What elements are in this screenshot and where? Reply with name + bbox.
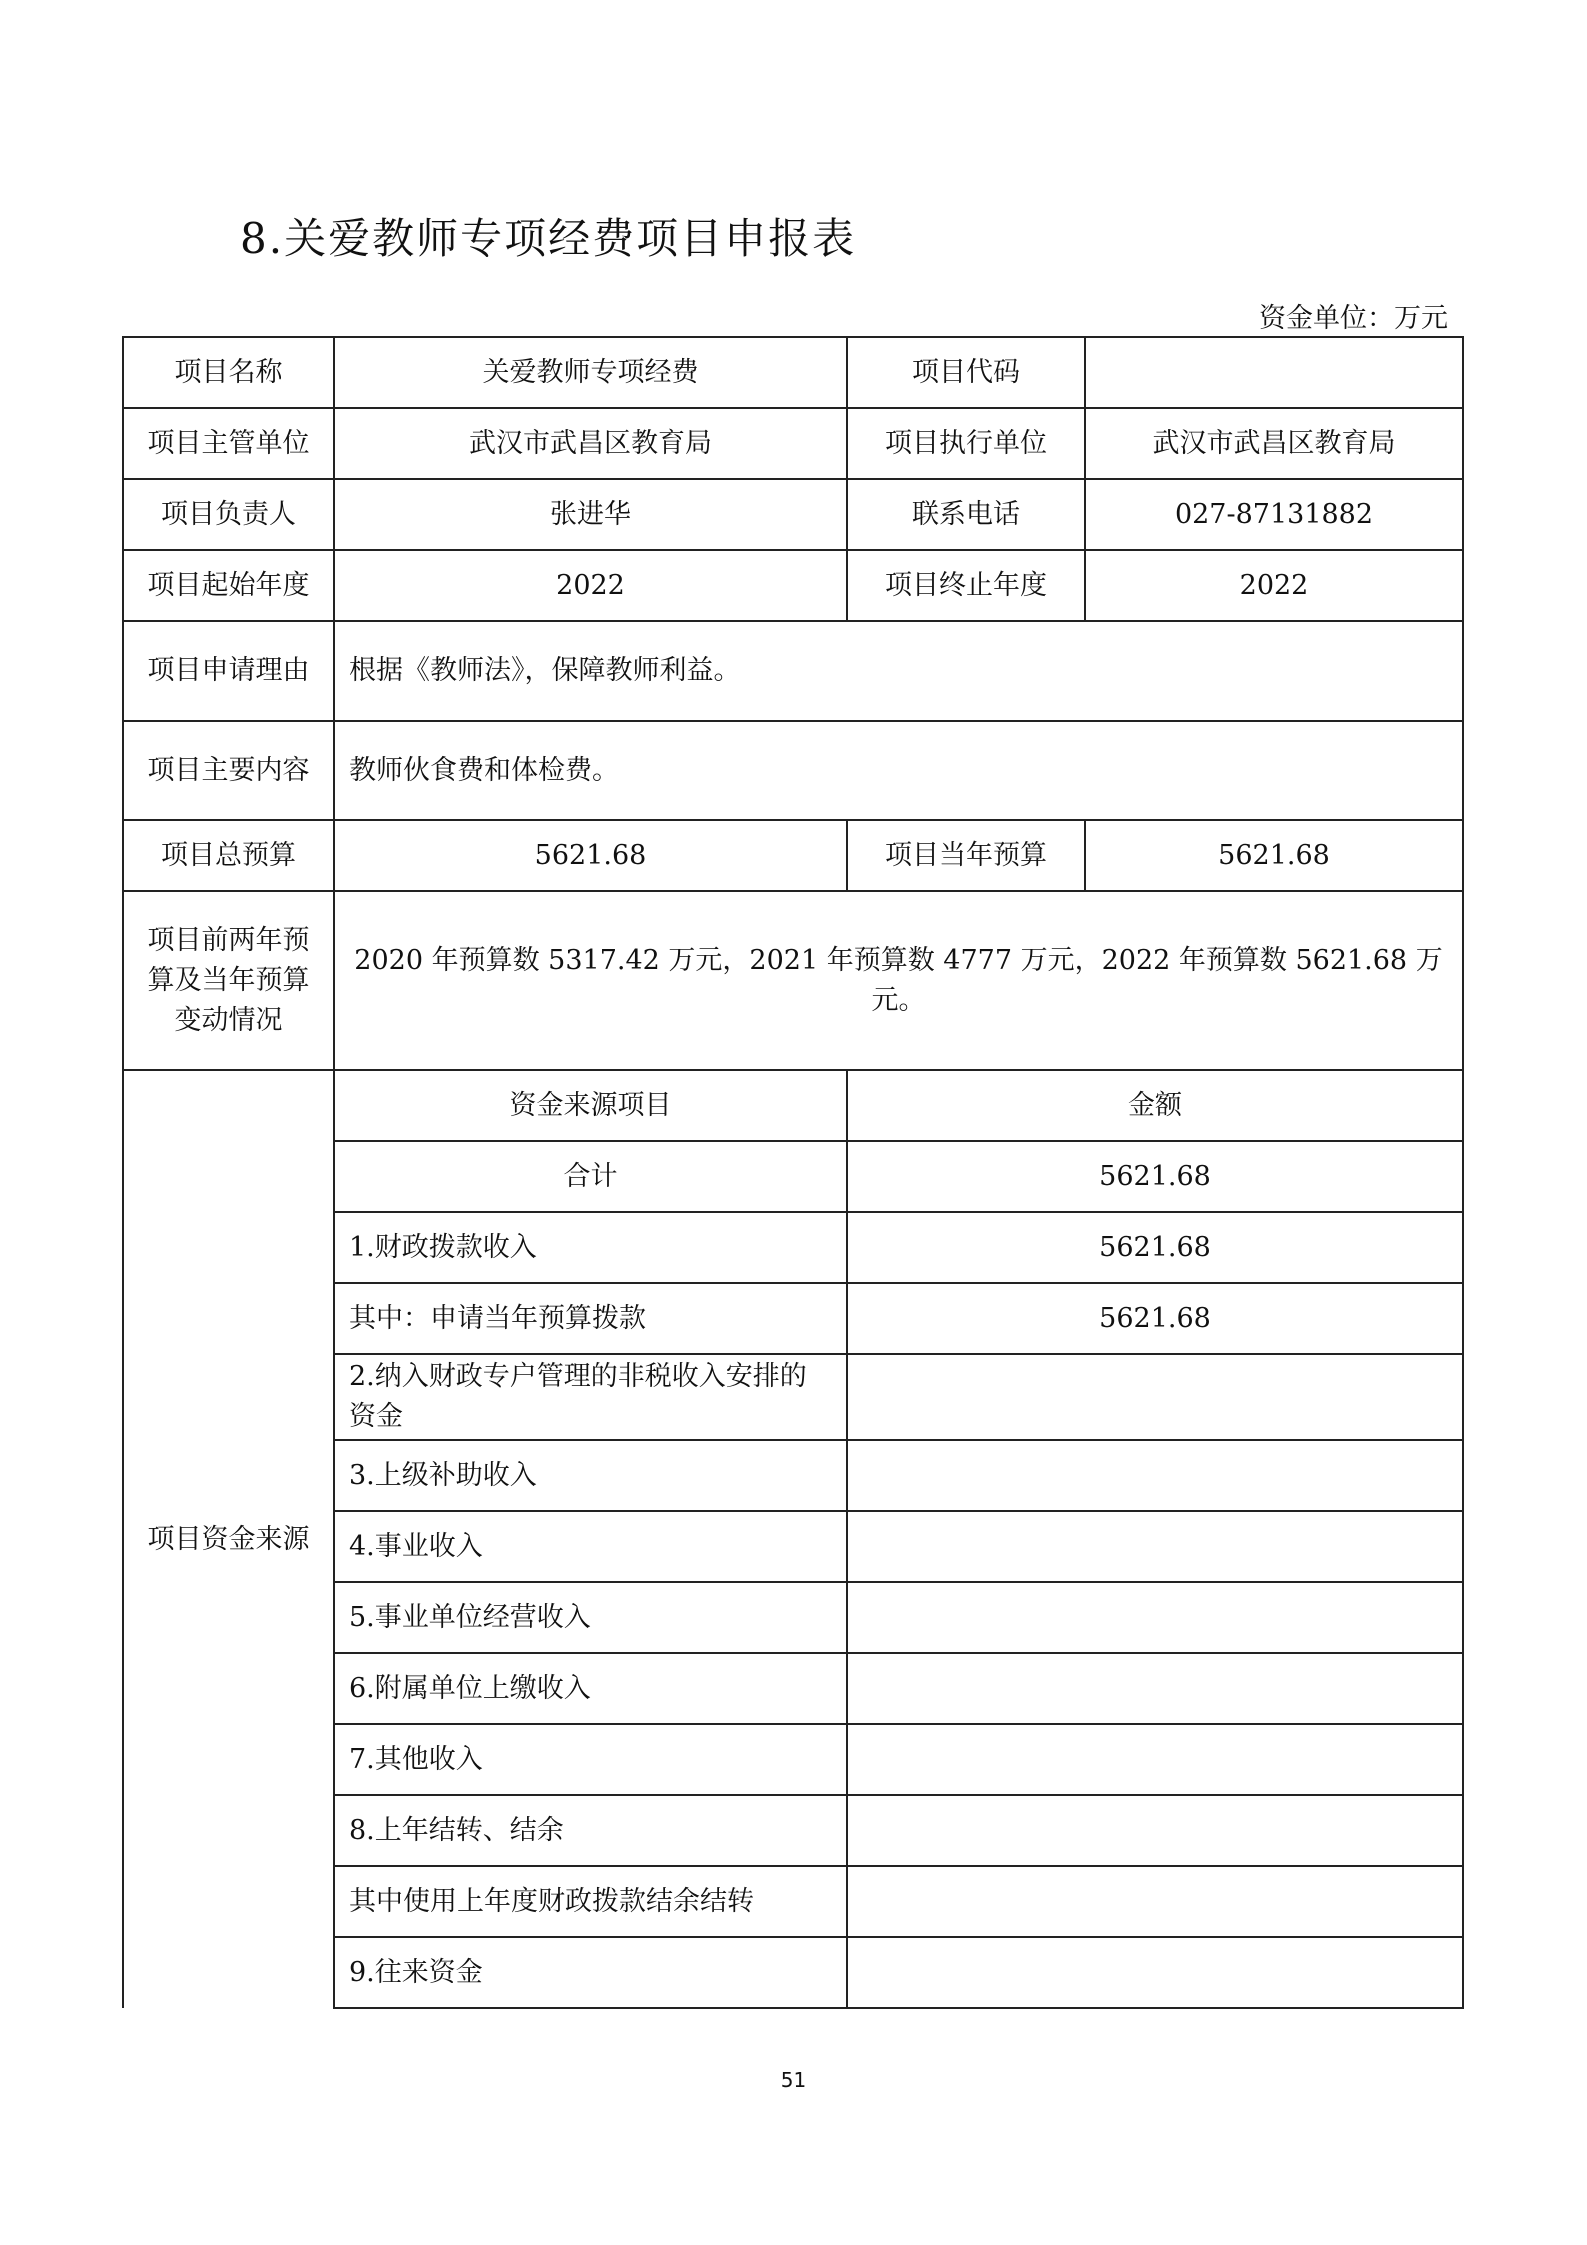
total-budget-label: 项目总预算: [123, 820, 334, 891]
supervisor-value: 武汉市武昌区教育局: [334, 408, 847, 479]
funding-source: 9.往来资金: [334, 1937, 847, 2008]
row-years: [123, 550, 1463, 621]
row-units: [123, 408, 1463, 479]
funding-source-total: 合计: [334, 1141, 847, 1212]
funding-amount: [847, 1937, 1463, 2008]
funding-source: 6.附属单位上缴收入: [334, 1653, 847, 1724]
funding-source: 1.财政拨款收入: [334, 1212, 847, 1283]
funding-source: 4.事业收入: [334, 1511, 847, 1582]
project-code-value: [1085, 337, 1463, 408]
start-year-value: 2022: [334, 550, 847, 621]
reason-label: 项目申请理由: [123, 621, 334, 721]
year-budget-value: 5621.68: [1085, 820, 1463, 891]
funding-header-row: [123, 1070, 1463, 1141]
funding-amount: [847, 1724, 1463, 1795]
budget-change-label-line2: 算及当年预算: [147, 964, 310, 996]
row-project-name: [123, 337, 1463, 408]
funding-amount: [847, 1582, 1463, 1653]
row-budget: [123, 820, 1463, 891]
row-content: [123, 721, 1463, 820]
project-code-label: 项目代码: [847, 337, 1085, 408]
funding-amount: [847, 1354, 1463, 1440]
executor-label: 项目执行单位: [847, 408, 1085, 479]
budget-change-label: [123, 891, 334, 1070]
row-budget-change: [123, 891, 1463, 1070]
phone-label: 联系电话: [847, 479, 1085, 550]
funding-header-source: 资金来源项目: [334, 1070, 847, 1141]
funding-section-label: 项目资金来源: [123, 1070, 334, 2008]
funding-header-amount: 金额: [847, 1070, 1463, 1141]
funding-source: 其中：申请当年预算拨款: [334, 1283, 847, 1354]
executor-value: 武汉市武昌区教育局: [1085, 408, 1463, 479]
leader-value: 张进华: [334, 479, 847, 550]
page-number: 51: [780, 2068, 807, 2092]
reason-value: 根据《教师法》，保障教师利益。: [334, 621, 1463, 721]
application-form-table: [122, 336, 1464, 2009]
end-year-value: 2022: [1085, 550, 1463, 621]
funding-source: 2.纳入财政专户管理的非税收入安排的资金: [334, 1354, 847, 1440]
unit-note: 资金单位：万元: [1259, 303, 1448, 334]
leader-label: 项目负责人: [123, 479, 334, 550]
funding-source: 8.上年结转、结余: [334, 1795, 847, 1866]
start-year-label: 项目起始年度: [123, 550, 334, 621]
end-year-label: 项目终止年度: [847, 550, 1085, 621]
content-value: 教师伙食费和体检费。: [334, 721, 1463, 820]
funding-amount: [847, 1511, 1463, 1582]
content-label: 项目主要内容: [123, 721, 334, 820]
funding-source: 7.其他收入: [334, 1724, 847, 1795]
year-budget-label: 项目当年预算: [847, 820, 1085, 891]
row-reason: [123, 621, 1463, 721]
funding-source: 3.上级补助收入: [334, 1440, 847, 1511]
funding-source: 5.事业单位经营收入: [334, 1582, 847, 1653]
funding-source: 其中使用上年度财政拨款结余结转: [334, 1866, 847, 1937]
budget-change-label-line3: 变动情况: [174, 1004, 283, 1036]
funding-amount: 5621.68: [847, 1212, 1463, 1283]
row-leader: [123, 479, 1463, 550]
supervisor-label: 项目主管单位: [123, 408, 334, 479]
funding-amount: 5621.68: [847, 1283, 1463, 1354]
budget-change-value: 2020 年预算数 5317.42 万元，2021 年预算数 4777 万元，2022 年预算数 5621.68 万元。: [334, 891, 1463, 1070]
project-name-value: 关爱教师专项经费: [334, 337, 847, 408]
funding-amount: [847, 1653, 1463, 1724]
funding-amount: [847, 1866, 1463, 1937]
budget-change-label-line1: 项目前两年预: [147, 924, 310, 956]
phone-value: 027-87131882: [1085, 479, 1463, 550]
funding-amount: 5621.68: [847, 1141, 1463, 1212]
funding-amount: [847, 1795, 1463, 1866]
page-title: 8.关爱教师专项经费项目申报表: [240, 214, 857, 263]
project-name-label: 项目名称: [123, 337, 334, 408]
funding-amount: [847, 1440, 1463, 1511]
total-budget-value: 5621.68: [334, 820, 847, 891]
